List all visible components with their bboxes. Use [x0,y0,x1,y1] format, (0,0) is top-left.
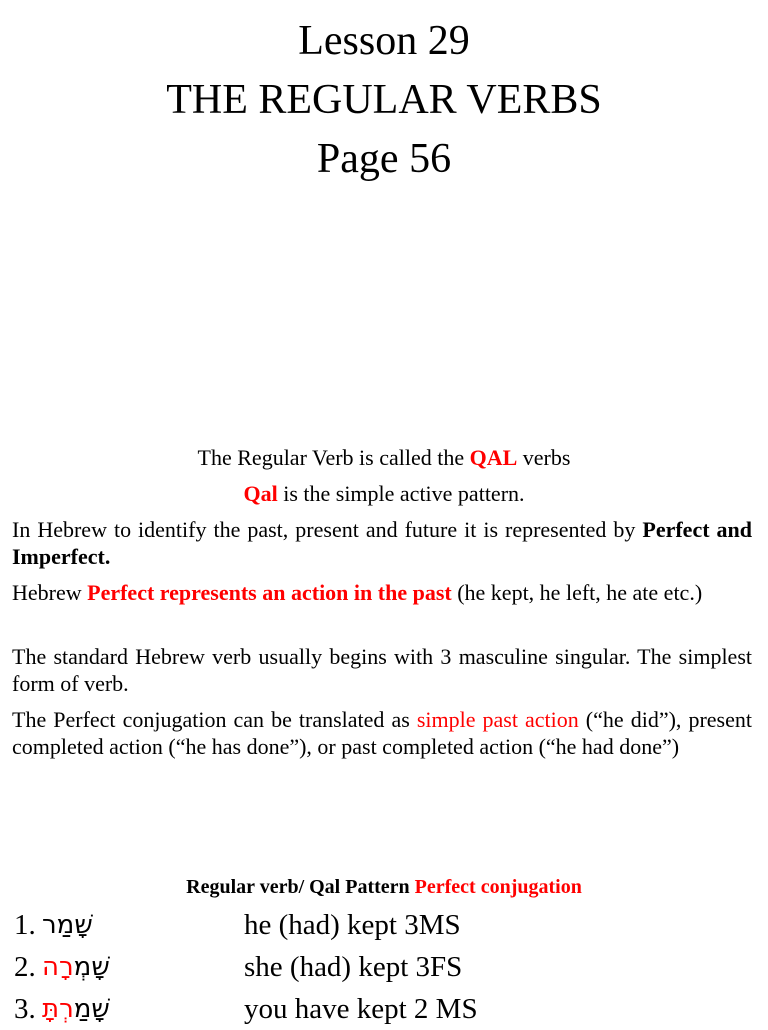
intro-line1-pre: The Regular Verb is called the [197,445,470,470]
verb-gloss: she (had) kept 3FS [244,951,463,983]
conjugation-heading-pre: Regular verb/ Qal Pattern [186,876,415,898]
row-number: 3. [14,993,36,1025]
hebrew-stem: שָׁמַ [73,994,110,1024]
hebrew-suffix: רָה [42,952,74,982]
hebrew-verb-form [42,904,93,946]
conjugation-heading-red: Perfect conjugation [414,876,582,898]
paragraph-perfect-imperfect [12,516,752,570]
hebrew-suffix: רְתָּ [42,994,74,1024]
lesson-title: THE REGULAR VERBS [166,77,602,123]
conjugation-row-1 [14,904,754,946]
p1-text: In Hebrew to identify the past, present and future it is represented by [12,517,643,542]
conjugation-heading [0,874,768,900]
intro-line-qal-verbs [0,445,768,471]
intro-line-simple-active [0,481,768,507]
row-number: 2. [14,951,36,983]
p2-post: (he kept, he left, he ate etc.) [451,580,703,605]
hebrew-stem: שָׁמְ [73,952,110,982]
conjugation-row-2 [14,946,754,988]
hebrew-stem: שָׁמַר [42,910,93,940]
intro-line2-post: is the simple active pattern. [277,481,525,506]
p4-pre: The Perfect conjugation can be translated as [12,707,417,732]
p3-text: The standard Hebrew verb usually begins with 3 masculine singular. The simplest form of verb. [12,644,752,696]
row-number: 1. [14,909,36,941]
p1-bold: Perfect and Imperfect. [12,517,753,569]
paragraph-standard-verb [12,643,752,697]
hebrew-verb-form [42,946,110,988]
p4-post: (“he did”), present completed action (“he has done”), or past completed action (“he had done”) [12,707,752,759]
paragraph-perfect-translation [12,706,752,760]
lesson-title-block [0,12,768,189]
p2-pre: Hebrew [12,580,88,605]
paragraph-perfect-past [12,579,752,606]
page-number: Page 56 [316,136,452,182]
qal-term: Qal [243,481,278,506]
qal-highlight: QAL [469,445,518,470]
verb-gloss: you have kept 2 MS [244,993,478,1025]
lesson-number: Lesson 29 [298,18,470,64]
verb-gloss: he (had) kept 3MS [244,909,461,941]
p2-highlight: Perfect represents an action in the past [87,580,452,605]
p4-highlight: simple past action [416,707,579,732]
intro-line1-post: verbs [517,445,571,470]
